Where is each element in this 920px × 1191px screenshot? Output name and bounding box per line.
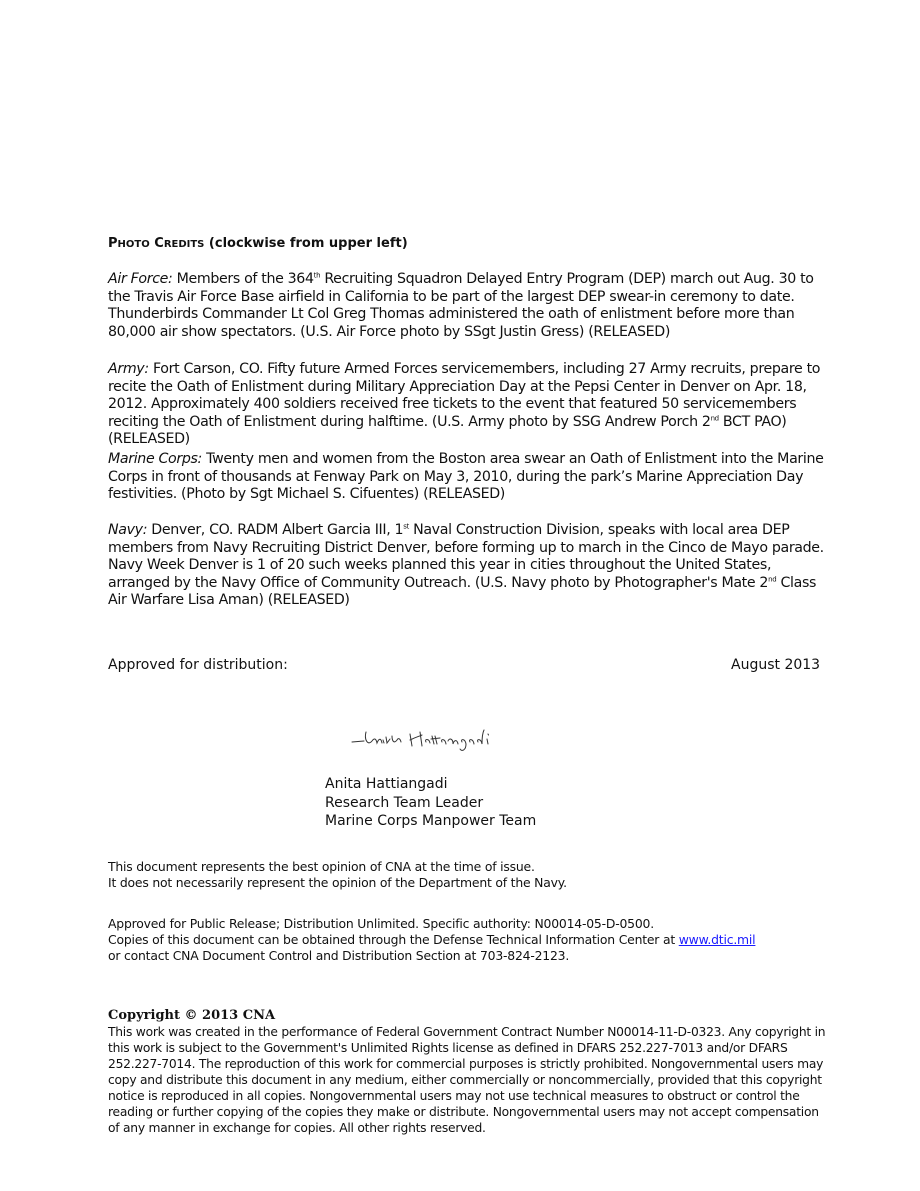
copyright-body: This work was created in the performance of Federal Government Contract Number N00014-11-D-0323. Any copyright in this work is subject to the Government's Unlimited Rights license as defined in DFARS 252.227-7013 and/or DFARS 252.227-7014. The reproduction of this work for commercial purposes is strictly prohibited. Nongovernmental users may copy and distribute this document in any medium, either commercially or noncommercially, provided that this copyright notice is reproduced in all copies. Nongovernmental users may not use technical measures to obstruct or control the reading or further copying of the copies they make or distribute. Nongovernmental users may not accept compensation of any manner in exchange for copies. All other rights reserved. (108, 1025, 826, 1135)
disclaimer (108, 859, 567, 891)
air-force-credit: Air Force: Members of the 364th Recruiting Squadron Delayed Entry Program (DEP) march out Aug. 30 to the Travis Air Force Base airfield in California to be part of the largest DEP swear-in ceremony to date. Thunderbirds Commander Lt Col Greg Thomas administered the oath of enlistment before more than 80,000 air show spectators. (U.S. Air Force photo by SSgt Justin Gress) (RELEASED) (108, 271, 814, 340)
signer-title: Research Team Leader (325, 794, 484, 811)
signer-name: Anita Hattiangadi (325, 776, 448, 792)
disclaimer-line-2: It does not necessarily represent the opinion of the Department of the Navy. (108, 875, 567, 890)
signer-block (325, 775, 536, 831)
approval-date: August 2013 (731, 657, 821, 673)
release-statement (108, 916, 755, 964)
dtic-link[interactable]: www.dtic.mil (678, 932, 756, 947)
copyright-title: Copyright © 2013 CNA (108, 1008, 276, 1023)
release-line-1: Approved for Public Release; Distribution Unlimited. Specific authority: N00014-05-D-0500. (108, 916, 654, 931)
marine-corps-credit: Marine Corps: Twenty men and women from the Boston area swear an Oath of Enlistment into the Marine Corps in front of thousands at Fenway Park on May 3, 2010, during the park’s Marine Appreciation Day festivities. (Photo by Sgt Michael S. Cifuentes) (RELEASED) (108, 451, 824, 503)
navy-credit: Navy: Denver, CO. RADM Albert Garcia III, 1st Naval Construction Division, speaks with local area DEP members from Navy Recruiting District Denver, before forming up to march in the Cinco de Mayo parade. Navy Week Denver is 1 of 20 such weeks planned this year in cities throughout the United States, arranged by the Navy Office of Community Outreach. (U.S. Navy photo by Photographer's Mate 2nd Class Air Warfare Lisa Aman) (RELEASED) (108, 522, 824, 609)
release-line-2: Copies of this document can be obtained through the Defense Technical Information Center at www.dtic.mil (108, 932, 756, 947)
navy-label: Navy: (108, 522, 148, 538)
signer-team: Marine Corps Manpower Team (325, 813, 537, 829)
photo-credits-heading: PHOTO CREDITS (clockwise from upper left) (108, 236, 408, 251)
army-label: Army: (108, 361, 149, 377)
approved-for-distribution-label: Approved for distribution: (108, 657, 288, 673)
army-credit: Army: Fort Carson, CO. Fifty future Armed Forces servicemembers, including 27 Army recruits, prepare to recite the Oath of Enlistment during Military Appreciation Day at the Pepsi Center in Denver on Apr. 18, 2012. Approximately 400 soldiers received free tickets to the event that featured 50 servicemembers reciting the Oath of Enlistment during halftime. (U.S. Army photo by SSG Andrew Porch 2nd BCT PAO) (RELEASED) (108, 361, 821, 448)
photo-credits-subtitle: (clockwise from upper left) (208, 236, 408, 251)
air-force-label: Air Force: (108, 271, 173, 287)
disclaimer-line-1: This document represents the best opinion of CNA at the time of issue. (108, 859, 535, 874)
marine-corps-label: Marine Corps: (108, 451, 202, 467)
release-line-3: or contact CNA Document Control and Distribution Section at 703-824-2123. (108, 948, 570, 963)
handwritten-signature (350, 722, 510, 758)
